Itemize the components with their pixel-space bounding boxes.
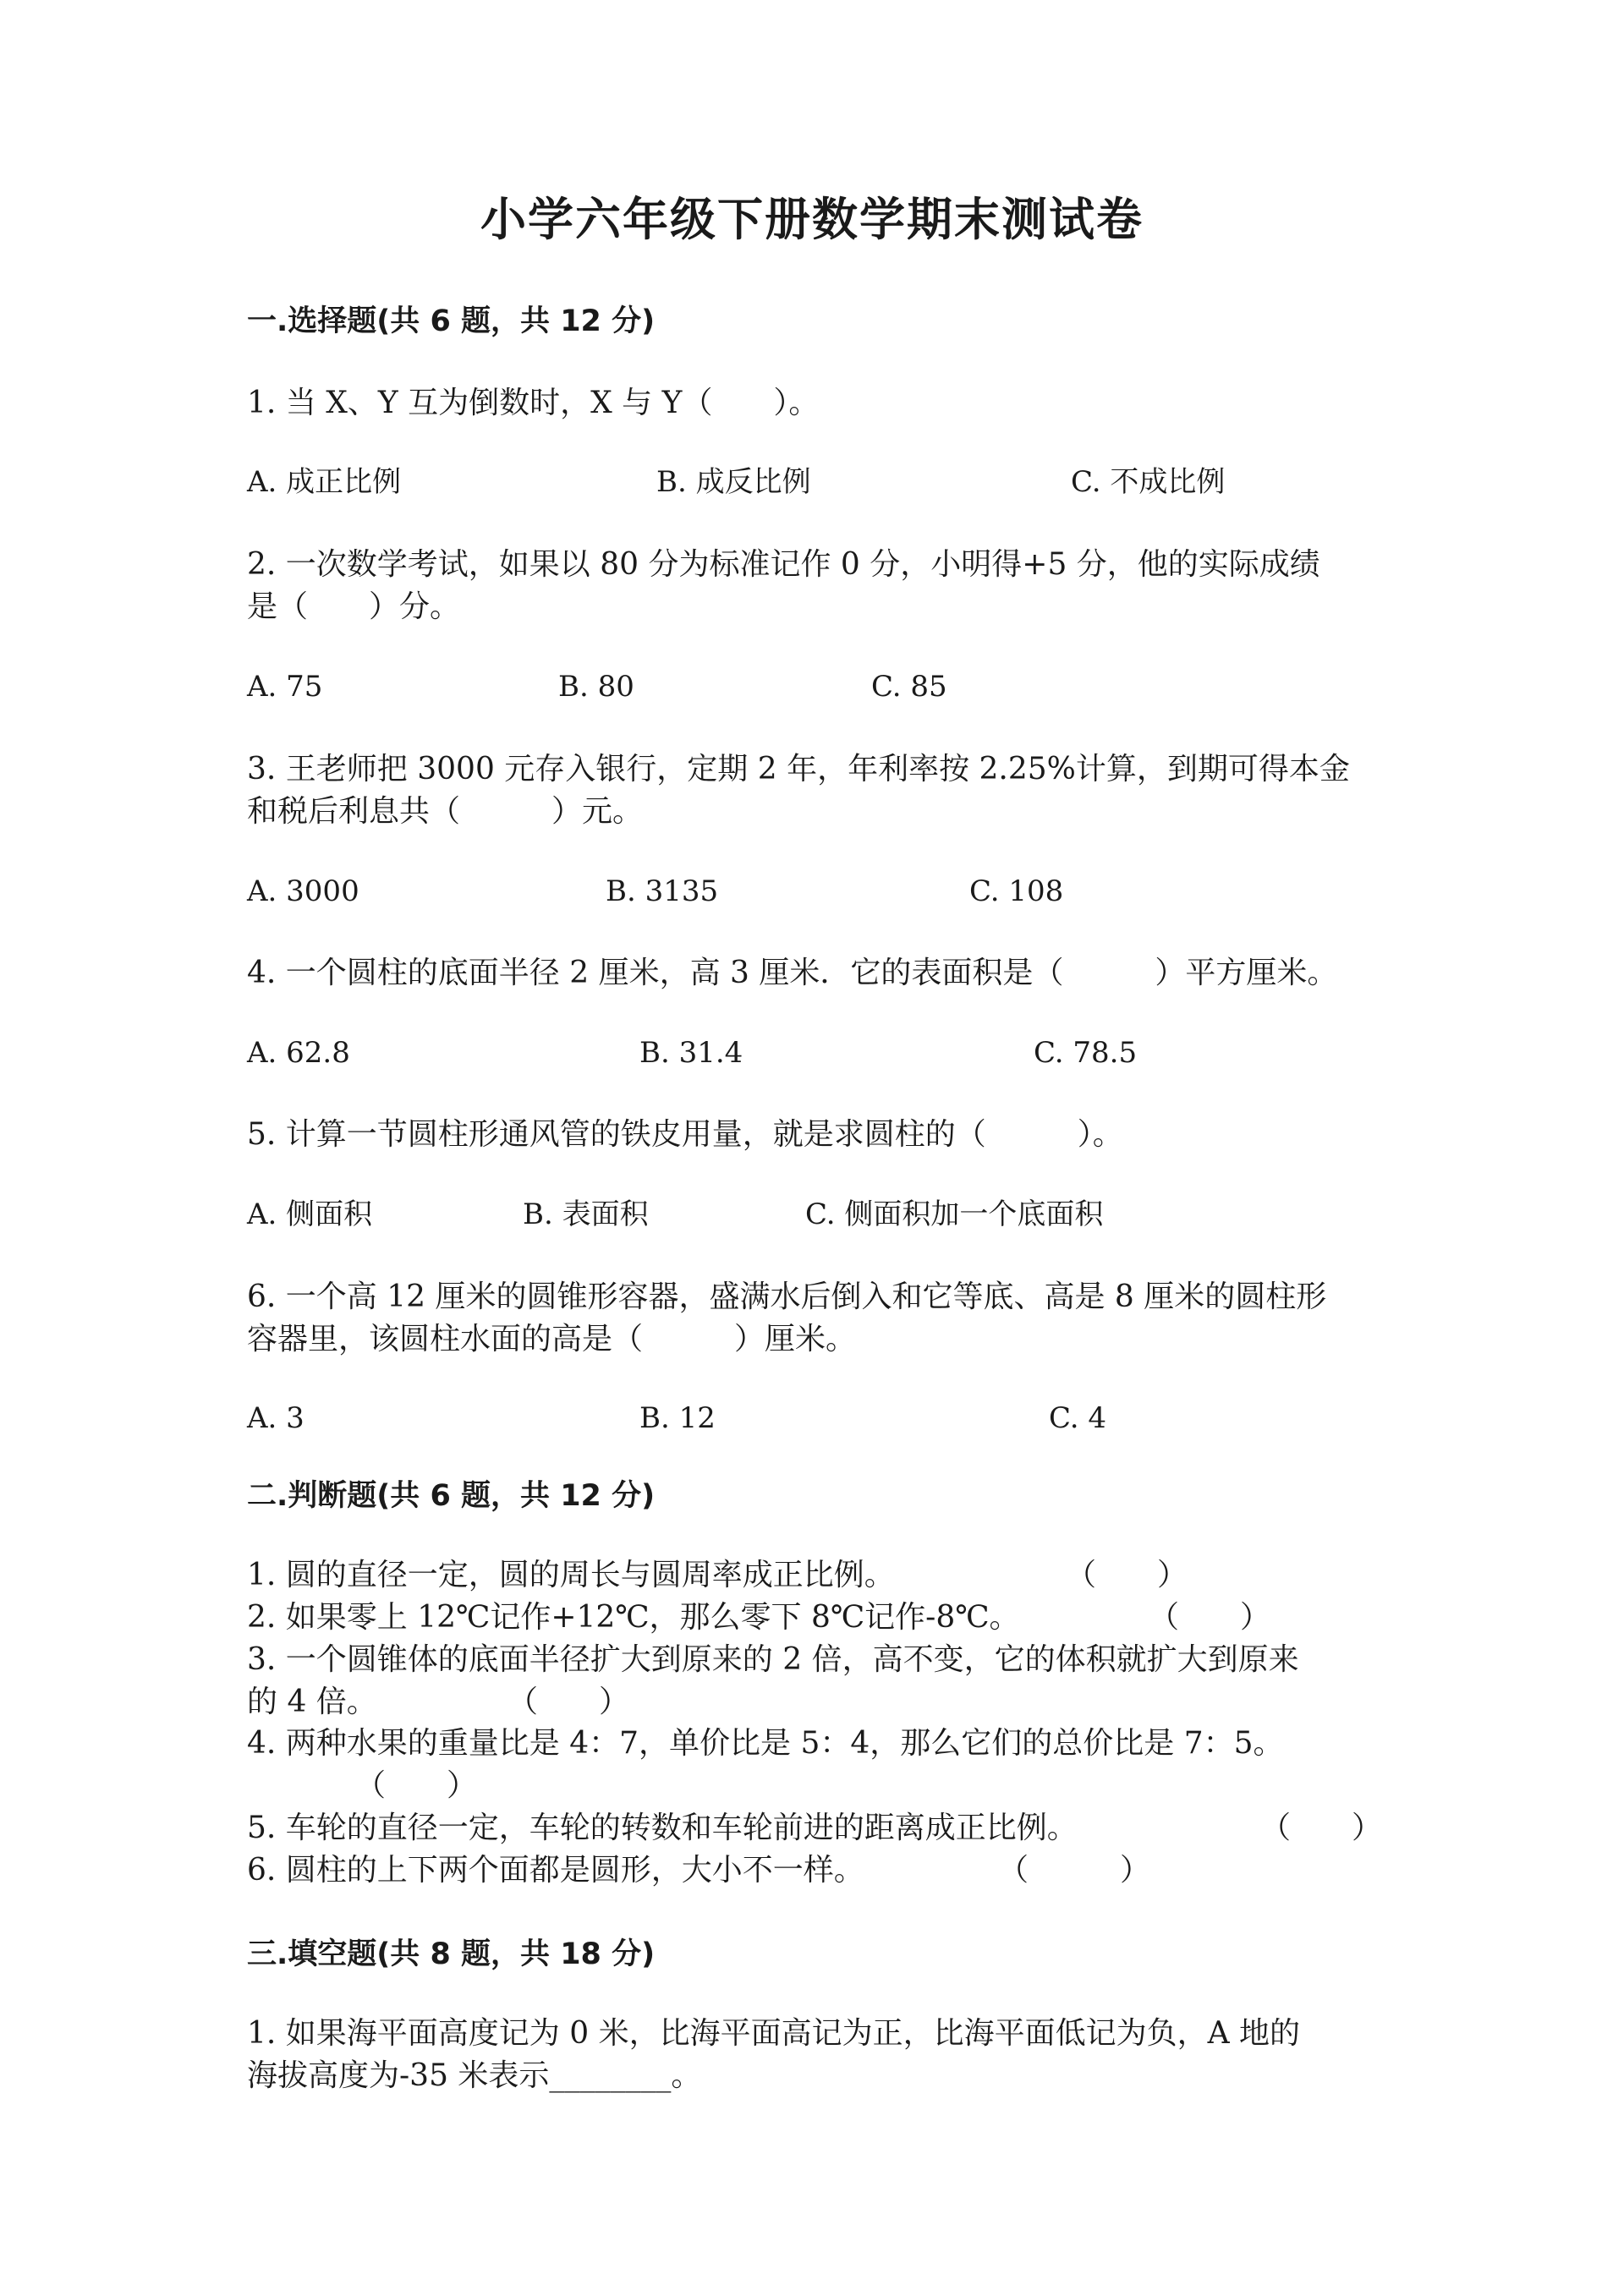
question-text: 2. 一次数学考试，如果以 80 分为标准记作 0 分，小明得+5 分，他的实际成绩 [247,547,1320,582]
answer-paren: （ ） [1149,1600,1271,1635]
option-b: B. 3135 [606,874,719,908]
question-text: 1. 当 X、Y 互为倒数时，X 与 Y（ ）。 [247,386,820,420]
judgement-item: 6. 圆柱的上下两个面都是圆形，大小不一样。 [247,1853,864,1888]
section-heading-fill: 三.填空题(共 8 题，共 18 分) [247,1937,656,1971]
option-a: A. 成正比例 [247,465,402,499]
section-heading-judgement: 二.判断题(共 6 题，共 12 分) [247,1479,656,1513]
option-a: A. 62.8 [247,1036,350,1070]
option-c: C. 侧面积加一个底面积 [805,1197,1104,1231]
question-text: 3. 王老师把 3000 元存入银行，定期 2 年，年利率按 2.25%计算，到期可得本金 [247,752,1350,786]
option-c: C. 78.5 [1034,1036,1138,1070]
judgement-item: 1. 圆的直径一定，圆的周长与圆周率成正比例。 [247,1558,895,1592]
question-text: 和税后利息共（ ）元。 [247,794,644,829]
judgement-item: 5. 车轮的直径一定，车轮的转数和车轮前进的距离成正比例。 [247,1811,1078,1845]
question-text: 4. 一个圆柱的底面半径 2 厘米，高 3 厘米．它的表面积是（ ）平方厘米。 [247,956,1338,990]
option-b: B. 表面积 [523,1197,649,1231]
section-heading-choice: 一.选择题(共 6 题，共 12 分) [247,304,656,338]
answer-paren: （ ） [998,1853,1151,1888]
option-c: C. 4 [1049,1401,1107,1435]
option-c: C. 85 [871,670,947,704]
question-text: 海拔高度为-35 米表示________。 [247,2058,702,2093]
answer-paren: （ ） [355,1768,478,1803]
question-text: 5. 计算一节圆柱形通风管的铁皮用量，就是求圆柱的（ ）。 [247,1117,1123,1152]
judgement-item: 4. 两种水果的重量比是 4：7，单价比是 5：4，那么它们的总价比是 7：5。 [247,1726,1284,1761]
option-a: A. 3000 [247,874,359,908]
option-c: C. 不成比例 [1071,465,1226,499]
option-b: B. 80 [558,670,634,704]
question-text: 是（ ）分。 [247,589,461,624]
answer-paren: （ ） [1260,1811,1383,1845]
judgement-item: 3. 一个圆锥体的底面半径扩大到原来的 2 倍，高不变，它的体积就扩大到原来 [247,1642,1299,1677]
option-b: B. 31.4 [639,1036,743,1070]
option-a: A. 3 [247,1401,304,1435]
option-c: C. 108 [969,874,1064,908]
option-a: A. 75 [247,670,323,704]
judgement-item-continued: 的 4 倍。 [247,1685,377,1719]
option-b: B. 12 [639,1401,716,1435]
answer-paren: （ ） [508,1685,630,1719]
question-text: 6. 一个高 12 厘米的圆锥形容器，盛满水后倒入和它等底、高是 8 厘米的圆柱形 [247,1280,1327,1314]
page-title: 小学六年级下册数学期末测试卷 [480,193,1144,246]
option-a: A. 侧面积 [247,1197,373,1231]
question-text: 1. 如果海平面高度记为 0 米，比海平面高记为正，比海平面低记为负，A 地的 [247,2016,1301,2051]
question-text: 容器里，该圆柱水面的高是（ ）厘米。 [247,1322,857,1356]
judgement-item: 2. 如果零上 12℃记作+12℃，那么零下 8℃记作-8℃。 [247,1600,1020,1635]
option-b: B. 成反比例 [656,465,811,499]
answer-paren: （ ） [1066,1558,1188,1592]
